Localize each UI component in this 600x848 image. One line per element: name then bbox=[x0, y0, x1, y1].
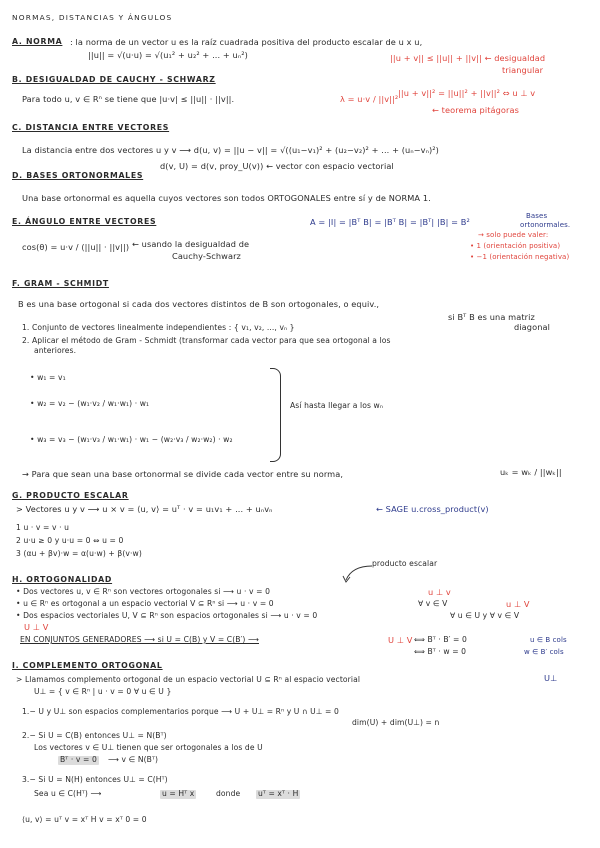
compl-line1-blue: U⊥ bbox=[544, 673, 558, 683]
compl-s3d: donde bbox=[216, 789, 241, 798]
gram-final-formula: uₖ = wₖ / ||wₖ|| bbox=[500, 467, 562, 477]
triangle-inequality: ||u + v|| ≤ ||u|| + ||v|| ← desigualdad bbox=[390, 53, 546, 63]
compl-s3f: ⟨u, v⟩ = uᵀ v = xᵀ H v = xᵀ 0 = 0 bbox=[22, 815, 147, 824]
gram-step2: 2. Aplicar el método de Gram - Schmidt (transformar cada vector para que sea ortogonal a los bbox=[22, 336, 391, 345]
ortog-line2-red: u ⊥ V bbox=[506, 599, 530, 609]
gram-line1: B es una base ortogonal si cada dos vectores distintos de B son ortogonales, o equiv., bbox=[18, 299, 380, 309]
compl-s3b: Sea u ∈ C(Hᵀ) ⟶ bbox=[34, 789, 102, 798]
heading-producto: G. PRODUCTO ESCALAR bbox=[12, 491, 129, 500]
gram-line1b: si Bᵀ B es una matriz bbox=[448, 312, 535, 322]
heading-distancia: C. DISTANCIA ENTRE VECTORES bbox=[12, 123, 170, 132]
distancia-line1: La distancia entre dos vectores u y v ⟶ d(u, v) = ||u − v|| = √((u₁−v₁)² + (u₂−v₂)² + ... + (uₙ−vₙ)²) bbox=[22, 145, 439, 155]
gram-final: → Para que sean una base ortonormal se divide cada vector entre su norma, bbox=[22, 469, 344, 479]
norma-line1: : la norma de un vector u es la raíz cuadrada positiva del producto escalar de u x u, bbox=[70, 37, 423, 47]
orientation-negative: • −1 (orientación negativa) bbox=[470, 253, 570, 261]
ortog-line3-red: U ⊥ V bbox=[24, 622, 49, 632]
producto-prop2: 2 u·u ≥ 0 y u·u = 0 ⇔ u = 0 bbox=[16, 536, 124, 545]
heading-cauchy: B. DESIGUALDAD DE CAUCHY - SCHWARZ bbox=[12, 75, 216, 84]
prod-escalar-label: producto escalar bbox=[372, 559, 438, 568]
compl-s2d: ⟶ v ∈ N(Bᵀ) bbox=[108, 755, 159, 764]
ortog-line4-b: ⟺ Bᵀ · B′ = 0 bbox=[414, 635, 467, 644]
compl-line1: > Llamamos complemento ortogonal de un espacio vectorial U ⊆ Rⁿ al espacio vectorial bbox=[16, 675, 361, 684]
ortog-line1: • Dos vectores u, v ∈ Rⁿ son vectores ortogonales si ⟶ u · v = 0 bbox=[16, 587, 271, 596]
producto-prop1: 1 u · v = v · u bbox=[16, 523, 70, 532]
ortog-blue1: u ∈ B cols bbox=[530, 636, 567, 644]
compl-s3: 3.− Si U = N(H) entonces U⊥ = C(Hᵀ) bbox=[22, 775, 168, 784]
compl-line2: U⊥ = { v ∈ Rⁿ | u · v = 0 ∀ u ∈ U } bbox=[34, 687, 172, 696]
norma-formula: ||u|| = √(u·u) = √(u₁² + u₂² + ... + uₙ²) bbox=[88, 50, 248, 60]
heading-bases: D. BASES ORTONORMALES bbox=[12, 171, 144, 180]
gram-step2b: anteriores. bbox=[34, 346, 77, 355]
gram-step1: 1. Conjunto de vectores linealmente independientes : { v₁, v₂, ..., vₙ } bbox=[22, 323, 295, 332]
distancia-line2: d(v, U) = d(v, proy_U(v)) ← vector con espacio vectorial bbox=[160, 161, 394, 171]
triangle-inequality-label: triangular bbox=[502, 65, 544, 75]
ortog-line2: • u ∈ Rⁿ es ortogonal a un espacio vectorial V ⊆ Rⁿ si ⟶ u · v = 0 bbox=[16, 599, 274, 608]
heading-ortogonalidad: H. ORTOGONALIDAD bbox=[12, 575, 113, 584]
gram-w1: • w₁ = v₁ bbox=[30, 373, 66, 382]
gram-line1c: diagonal bbox=[514, 322, 550, 332]
producto-line1: > Vectores u y v ⟶ u × v = ⟨u, v⟩ = uᵀ · v = u₁v₁ + ... + uₙvₙ bbox=[16, 504, 273, 514]
gram-brace-note: Así hasta llegar a los wₙ bbox=[290, 401, 383, 410]
ortog-line2b: ∀ v ∈ V bbox=[418, 599, 448, 608]
compl-s1b: dim(U) + dim(U⊥) = n bbox=[352, 718, 440, 727]
bases-note2: ortonormales. bbox=[520, 221, 571, 229]
ortog-line1-red: u ⊥ v bbox=[428, 587, 451, 597]
orientation-positive: • 1 (orientación positiva) bbox=[470, 242, 561, 250]
gram-w3: • w₃ = v₃ − (w₁·v₃ / w₁·w₁) · w₁ − (w₂·v₃ / w₂·w₂) · w₂ bbox=[30, 435, 233, 444]
compl-s1: 1.− U y U⊥ son espacios complementarios porque ⟶ U + U⊥ = Rⁿ y U ∩ U⊥ = 0 bbox=[22, 707, 339, 716]
lambda-formula: λ = u·v / ||v||² bbox=[340, 94, 399, 104]
sage-note: ← SAGE u.cross_product(v) bbox=[376, 504, 489, 514]
gram-w2: • w₂ = v₂ − (w₁·v₂ / w₁·w₁) · w₁ bbox=[30, 399, 150, 408]
compl-s3c: u = Hᵀ x bbox=[162, 789, 195, 798]
ortog-line4-c: ⟺ Bᵀ · w = 0 bbox=[414, 647, 467, 656]
ortog-line4: EN CONJUNTOS GENERADORES ⟶ si U = C(B) y V = C(B′) ⟶ bbox=[20, 635, 259, 644]
ortog-line3b: ∀ u ∈ U y ∀ v ∈ V bbox=[450, 611, 520, 620]
orientation-note: → solo puede valer: bbox=[478, 231, 549, 239]
cos-note1: ← usando la desigualdad de bbox=[132, 239, 250, 249]
heading-complemento: I. COMPLEMENTO ORTOGONAL bbox=[12, 661, 163, 670]
cos-note2: Cauchy-Schwarz bbox=[172, 251, 241, 261]
heading-gram: F. GRAM - SCHMIDT bbox=[12, 279, 109, 288]
page-title: NORMAS, DISTANCIAS Y ÁNGULOS bbox=[12, 13, 173, 22]
compl-s2b: Los vectores v ∈ U⊥ tienen que ser ortogonales a los de U bbox=[34, 743, 263, 752]
ortog-line3: • Dos espacios vectoriales U, V ⊆ Rⁿ son espacios ortogonales si ⟶ u · v = 0 bbox=[16, 611, 318, 620]
producto-prop3: 3 (αu + βv)·w = α(u·w) + β(v·w) bbox=[16, 549, 142, 558]
heading-angulo: E. ÁNGULO ENTRE VECTORES bbox=[12, 217, 157, 226]
bases-note1: Bases bbox=[526, 212, 548, 220]
compl-s2: 2.− Si U = C(B) entonces U⊥ = N(Bᵀ) bbox=[22, 731, 167, 740]
compl-s3e: uᵀ = xᵀ · H bbox=[258, 789, 299, 798]
ortog-blue2: w ∈ B′ cols bbox=[524, 648, 564, 656]
pythagoras-formula: ||u + v||² = ||u||² + ||v||² ⇔ u ⊥ v bbox=[398, 88, 536, 98]
bases-line1: Una base ortonormal es aquella cuyos vectores son todos ORTOGONALES entre sí y de NORMA 1. bbox=[22, 193, 431, 203]
cos-formula: cos(θ) = u·v / (||u|| · ||v||) bbox=[22, 242, 130, 252]
compl-s2c: Bᵀ · v = 0 bbox=[60, 755, 97, 764]
ortog-line4-red: U ⊥ V bbox=[388, 635, 413, 645]
cauchy-line1: Para todo u, v ∈ Rⁿ se tiene que |u·v| ≤ ||u|| · ||v||. bbox=[22, 94, 235, 104]
pythagoras-label: ← teorema pitágoras bbox=[432, 105, 519, 115]
determinant-formula: A = |I| = |Bᵀ B| = |Bᵀ B| = |Bᵀ| |B| = B² bbox=[310, 217, 470, 227]
heading-norma: A. NORMA bbox=[12, 37, 63, 46]
